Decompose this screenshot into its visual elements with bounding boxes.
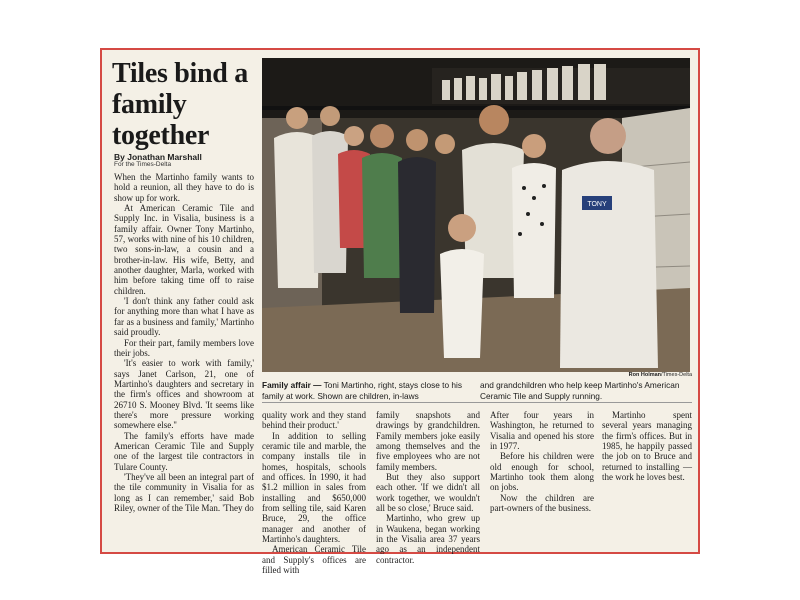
article-column-1 [114,172,254,550]
paragraph: After four years in Washington, he returned to Visalia and opened his store in 1977. [490,410,594,452]
name-badge: TONY [587,201,607,208]
photographer-org: /Times-Delta [661,372,692,378]
paragraph: 'It's easier to work with family,' says Janet Carlson, 21, one of Martinho's daughters and secretary in the firm's offices and showroom at 26710 S. Mooney Blvd. 'It seems like there's more pressure working somewhere else.'' [114,358,254,431]
paragraph: Martinho, who grew up in Waukena, began working in the Visalia area 37 years ago as an independent contractor. [376,513,480,565]
paragraph: Martinho spent several years managing the firm's offices. But in 1985, he happily passed the job on to Bruce and returned to installing — the work he loves best. [602,410,692,483]
caption-text: Toni Martinho, right, stays close to his family at work. Shown are children, in-laws [262,380,462,401]
paragraph: At American Ceramic Tile and Supply Inc. in Visalia, business is a family affair. Owner Tony Martinho, 57, works with nine of his 10 children, two sons-in-law, a cousin and a brother-in-law. His wife, Betty, and another daughter, Marla, worked with him before taking time off to raise children. [114,203,254,296]
paragraph: family snapshots and drawings by grandchildren. Family members joke easily among themselves and the five employees who are not family members. [376,410,480,472]
article-column-5 [602,410,692,550]
paragraph: 'I don't think any father could ask for anything more than what I have as far as a business and family,' Martinho said proudly. [114,296,254,338]
paragraph: But they also support each other. 'If we didn't all work together, we wouldn't all be so close,' Bruce said. [376,472,480,514]
byline: By Jonathan Marshall [114,152,202,162]
paragraph: Before his children were old enough for school, Martinho took them along on jobs. [490,451,594,493]
paragraph: For their part, family members love their jobs. [114,337,254,358]
family-photo-illustration [262,58,690,372]
photo-caption-part-1 [262,380,474,401]
paragraph: American Ceramic Tile and Supply's offices are filled with [262,544,366,576]
paragraph: 'They've all been an integral part of the tile community in Visalia for as long as I can remember,' said Bob Riley, owner of the Tile Man. 'They do [114,471,254,513]
byline-affiliation: For the Times-Delta [114,161,172,168]
article-column-2 [262,410,366,576]
paragraph: quality work and they stand behind their product.' [262,410,366,431]
article-column-4 [490,410,594,550]
photo-credit [592,372,692,379]
newspaper-clipping [100,48,700,576]
paragraph: In addition to selling ceramic tile and marble, the company installs tile in homes, hospitals, schools and offices. In 1990, it had $1.2 million in sales from installing and $650,000 from selling tile, said Karen Bruce, 29, the office manager and another of Martinho's daughters. [262,430,366,545]
caption-divider [262,402,692,403]
family-photo [262,58,690,372]
headline: Tiles bind a family together [112,58,248,151]
article-column-3 [376,410,480,565]
paragraph: Now the children are part-owners of the business. [490,492,594,514]
photo-caption-part-2: and grandchildren who help keep Martinho's American Ceramic Tile and Supply running. [480,380,680,401]
paragraph: The family's efforts have made American Ceramic Tile and Supply one of the largest tile contractors in Tulare County. [114,430,254,472]
paragraph: When the Martinho family wants to hold a reunion, all they have to do is show up for work. [114,172,254,203]
caption-lead: Family affair — [262,380,322,390]
photographer-name: Ron Holman [628,372,662,378]
